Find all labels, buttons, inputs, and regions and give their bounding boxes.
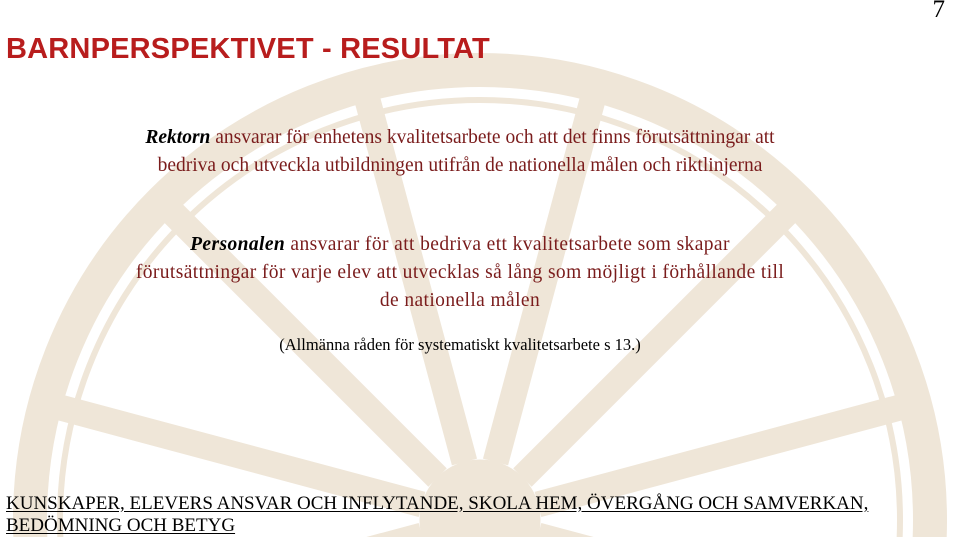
reference-note: (Allmänna råden för systematiskt kvalitetsarbete s 13.) — [279, 335, 641, 354]
footer-topics: KUNSKAPER, ELEVERS ANSVAR OCH INFLYTANDE, SKOLA HEM, ÖVERGÅNG OCH SAMVERKAN, BEDÖMNING OCH BETYG — [6, 493, 869, 536]
paragraph-personalen-lead: Personalen — [190, 234, 286, 255]
paragraph-personalen — [130, 231, 790, 315]
paragraph-personalen-text: ansvarar för att bedriva ett kvalitetsarbete som skapar förutsättningar för varje elev att utvecklas så lång som möjligt i förhållande till de nationella målen — [135, 234, 785, 311]
paragraph-rektorn-lead: Rektorn — [145, 127, 211, 148]
page-number: 7 — [932, 0, 945, 23]
paragraph-rektorn-text: ansvarar för enhetens kvalitetsarbete och att det finns förutsättningar att bedriva och utveckla utbildningen utifrån de nationella målen och riktlinjerna — [157, 127, 775, 176]
paragraph-rektorn — [140, 124, 780, 180]
slide-title: BARNPERSPEKTIVET - RESULTAT — [6, 33, 490, 65]
